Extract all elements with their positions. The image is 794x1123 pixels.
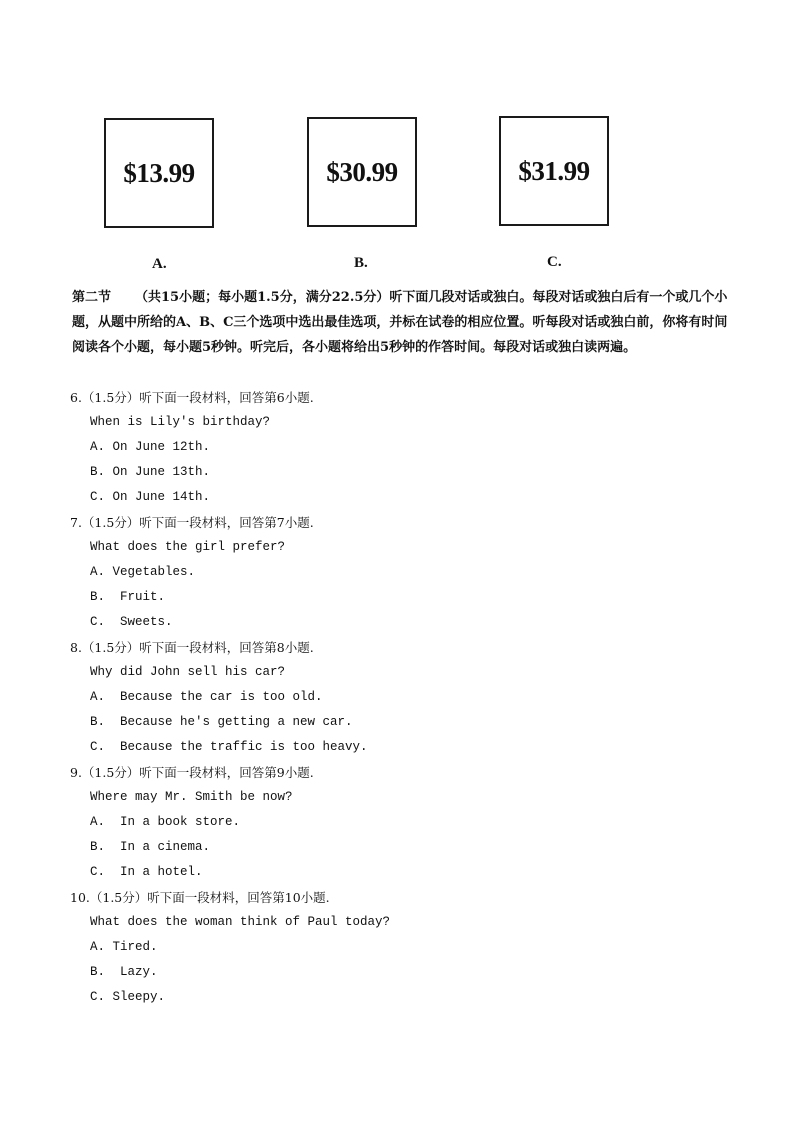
- answer-option-a[interactable]: A. On June 12th.: [90, 440, 211, 454]
- price-picture-c: [499, 116, 609, 226]
- option-letter-a: A.: [152, 256, 167, 272]
- answer-option-c[interactable]: C. On June 14th.: [90, 490, 211, 504]
- section-intro-text: （共15小题；每小题1.5分，满分22.5分）听下面几段对话或独白。每段对话或独白后有一个或几个小题，从题中所给的A、B、C三个选项中选出最佳选项，并标在试卷的相应位置。听每段对话或独白前，你将有时间阅读各个小题，每小题5秒钟。听完后，各小题将给出5秒钟的作答时间。每段对话或独白读两遍。: [72, 290, 728, 355]
- answer-option-a[interactable]: A. Tired.: [90, 940, 158, 954]
- question-6: [70, 385, 750, 510]
- question-prompt: When is Lily's birthday?: [90, 415, 271, 429]
- answer-option-b[interactable]: B. Fruit.: [90, 590, 166, 604]
- section-heading: 第二节: [72, 290, 112, 305]
- answer-option-c[interactable]: C. In a hotel.: [90, 865, 203, 879]
- answer-option-a[interactable]: A. In a book store.: [90, 815, 241, 829]
- question-title: 6.（1.5分）听下面一段材料，回答第6小题.: [70, 390, 314, 405]
- answer-option-c[interactable]: C. Sleepy.: [90, 990, 166, 1004]
- answer-option-a[interactable]: A. Vegetables.: [90, 565, 196, 579]
- section-instructions: [72, 285, 732, 360]
- question-8: [70, 635, 750, 760]
- option-letter-b: B.: [354, 255, 368, 271]
- question-prompt: What does the girl prefer?: [90, 540, 286, 554]
- answer-option-a[interactable]: A. Because the car is too old.: [90, 690, 323, 704]
- price-label: $31.99: [518, 155, 590, 186]
- question-title: 9.（1.5分）听下面一段材料，回答第9小题.: [70, 765, 314, 780]
- answer-option-b[interactable]: B. In a cinema.: [90, 840, 211, 854]
- question-prompt: Why did John sell his car?: [90, 665, 286, 679]
- question-prompt: Where may Mr. Smith be now?: [90, 790, 293, 804]
- question-prompt: What does the woman think of Paul today?: [90, 915, 391, 929]
- answer-option-b[interactable]: B. On June 13th.: [90, 465, 211, 479]
- question-list: [70, 385, 750, 1010]
- price-label: $30.99: [326, 156, 398, 187]
- option-letter-c: C.: [547, 254, 562, 270]
- price-picture-a: [104, 118, 214, 228]
- question-10: [70, 885, 750, 1010]
- question-7: [70, 510, 750, 635]
- question-title: 10.（1.5分）听下面一段材料，回答第10小题.: [70, 890, 330, 905]
- question-9: [70, 760, 750, 885]
- price-picture-b: [307, 117, 417, 227]
- answer-option-b[interactable]: B. Because he's getting a new car.: [90, 715, 353, 729]
- question-title: 7.（1.5分）听下面一段材料，回答第7小题.: [70, 515, 314, 530]
- answer-option-c[interactable]: C. Sweets.: [90, 615, 173, 629]
- question-title: 8.（1.5分）听下面一段材料，回答第8小题.: [70, 640, 314, 655]
- price-label: $13.99: [123, 157, 195, 188]
- answer-option-b[interactable]: B. Lazy.: [90, 965, 158, 979]
- answer-option-c[interactable]: C. Because the traffic is too heavy.: [90, 740, 368, 754]
